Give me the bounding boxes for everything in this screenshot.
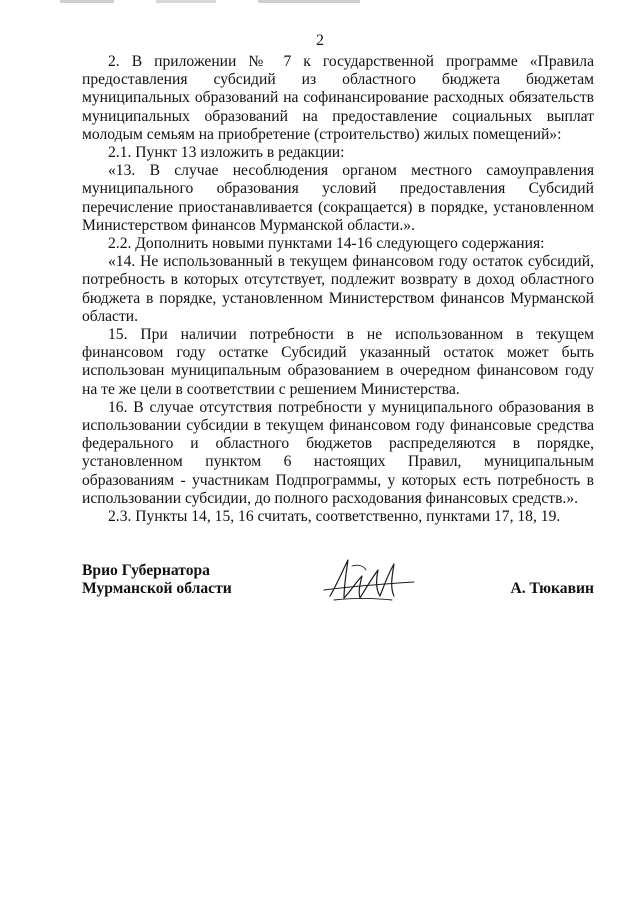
paragraph-item-15: 15. При наличии потребности в не использованном в текущем финансовом году остатке Субсидий указанный остаток может быть использован муниципальным образованием в очередном финансовом году на те же цели в соответствии с решением Министерства. bbox=[82, 326, 594, 398]
paragraph-2-1: 2.1. Пункт 13 изложить в редакции: bbox=[108, 144, 345, 162]
paragraph-item-14: «14. Не использованный в текущем финансовом году остаток субсидий, потребность в которых отсутствует, подлежит возврату в доход областного бюджета в порядке, установленном Министерством финансов Мурманской области. bbox=[82, 253, 594, 325]
signer-title-line1: Врио Губернатора bbox=[82, 562, 210, 579]
signer-title bbox=[82, 562, 232, 599]
paragraph-item-13: «13. В случае несоблюдения органом местного самоуправления муниципального образования условий предоставления Субсидий перечисление приостанавливается (сокращается) в порядке, установленном Министерством финансов Мурманской области.». bbox=[82, 162, 594, 234]
signer-title-line2: Мурманской области bbox=[82, 580, 232, 598]
paragraph-2-3: 2.3. Пункты 14, 15, 16 считать, соответственно, пунктами 17, 18, 19. bbox=[108, 508, 561, 526]
page-number: 2 bbox=[316, 32, 324, 49]
document-body bbox=[82, 53, 594, 526]
paragraph-2-2: 2.2. Дополнить новыми пунктами 14-16 следующего содержания: bbox=[108, 235, 545, 253]
signer-name: А. Тюкавин bbox=[510, 580, 594, 598]
handwritten-signature bbox=[322, 556, 418, 608]
signature-block bbox=[82, 556, 594, 616]
paragraph-item-16: 16. В случае отсутствия потребности у муниципального образования в использовании субсидии в текущем финансовом году финансовые средства федерального и областного бюджетов распределяются в порядке, установленном пунктом 6 настоящих Правил, муниципальным образованиям - участникам Подпрограммы, у которых есть потребность в использовании субсидии, до полного расходования финансовых средств.». bbox=[82, 398, 594, 507]
scan-edge-mark bbox=[60, 0, 360, 3]
paragraph-amendment-2: 2. В приложении № 7 к государственной программе «Правила предоставления субсидий из областного бюджета бюджетам муниципальных образований на софинансирование расходных обязательств муниципальных образований на предоставление социальных выплат молодым семьям на приобретение (строительство) жилых помещений»: bbox=[82, 53, 594, 143]
